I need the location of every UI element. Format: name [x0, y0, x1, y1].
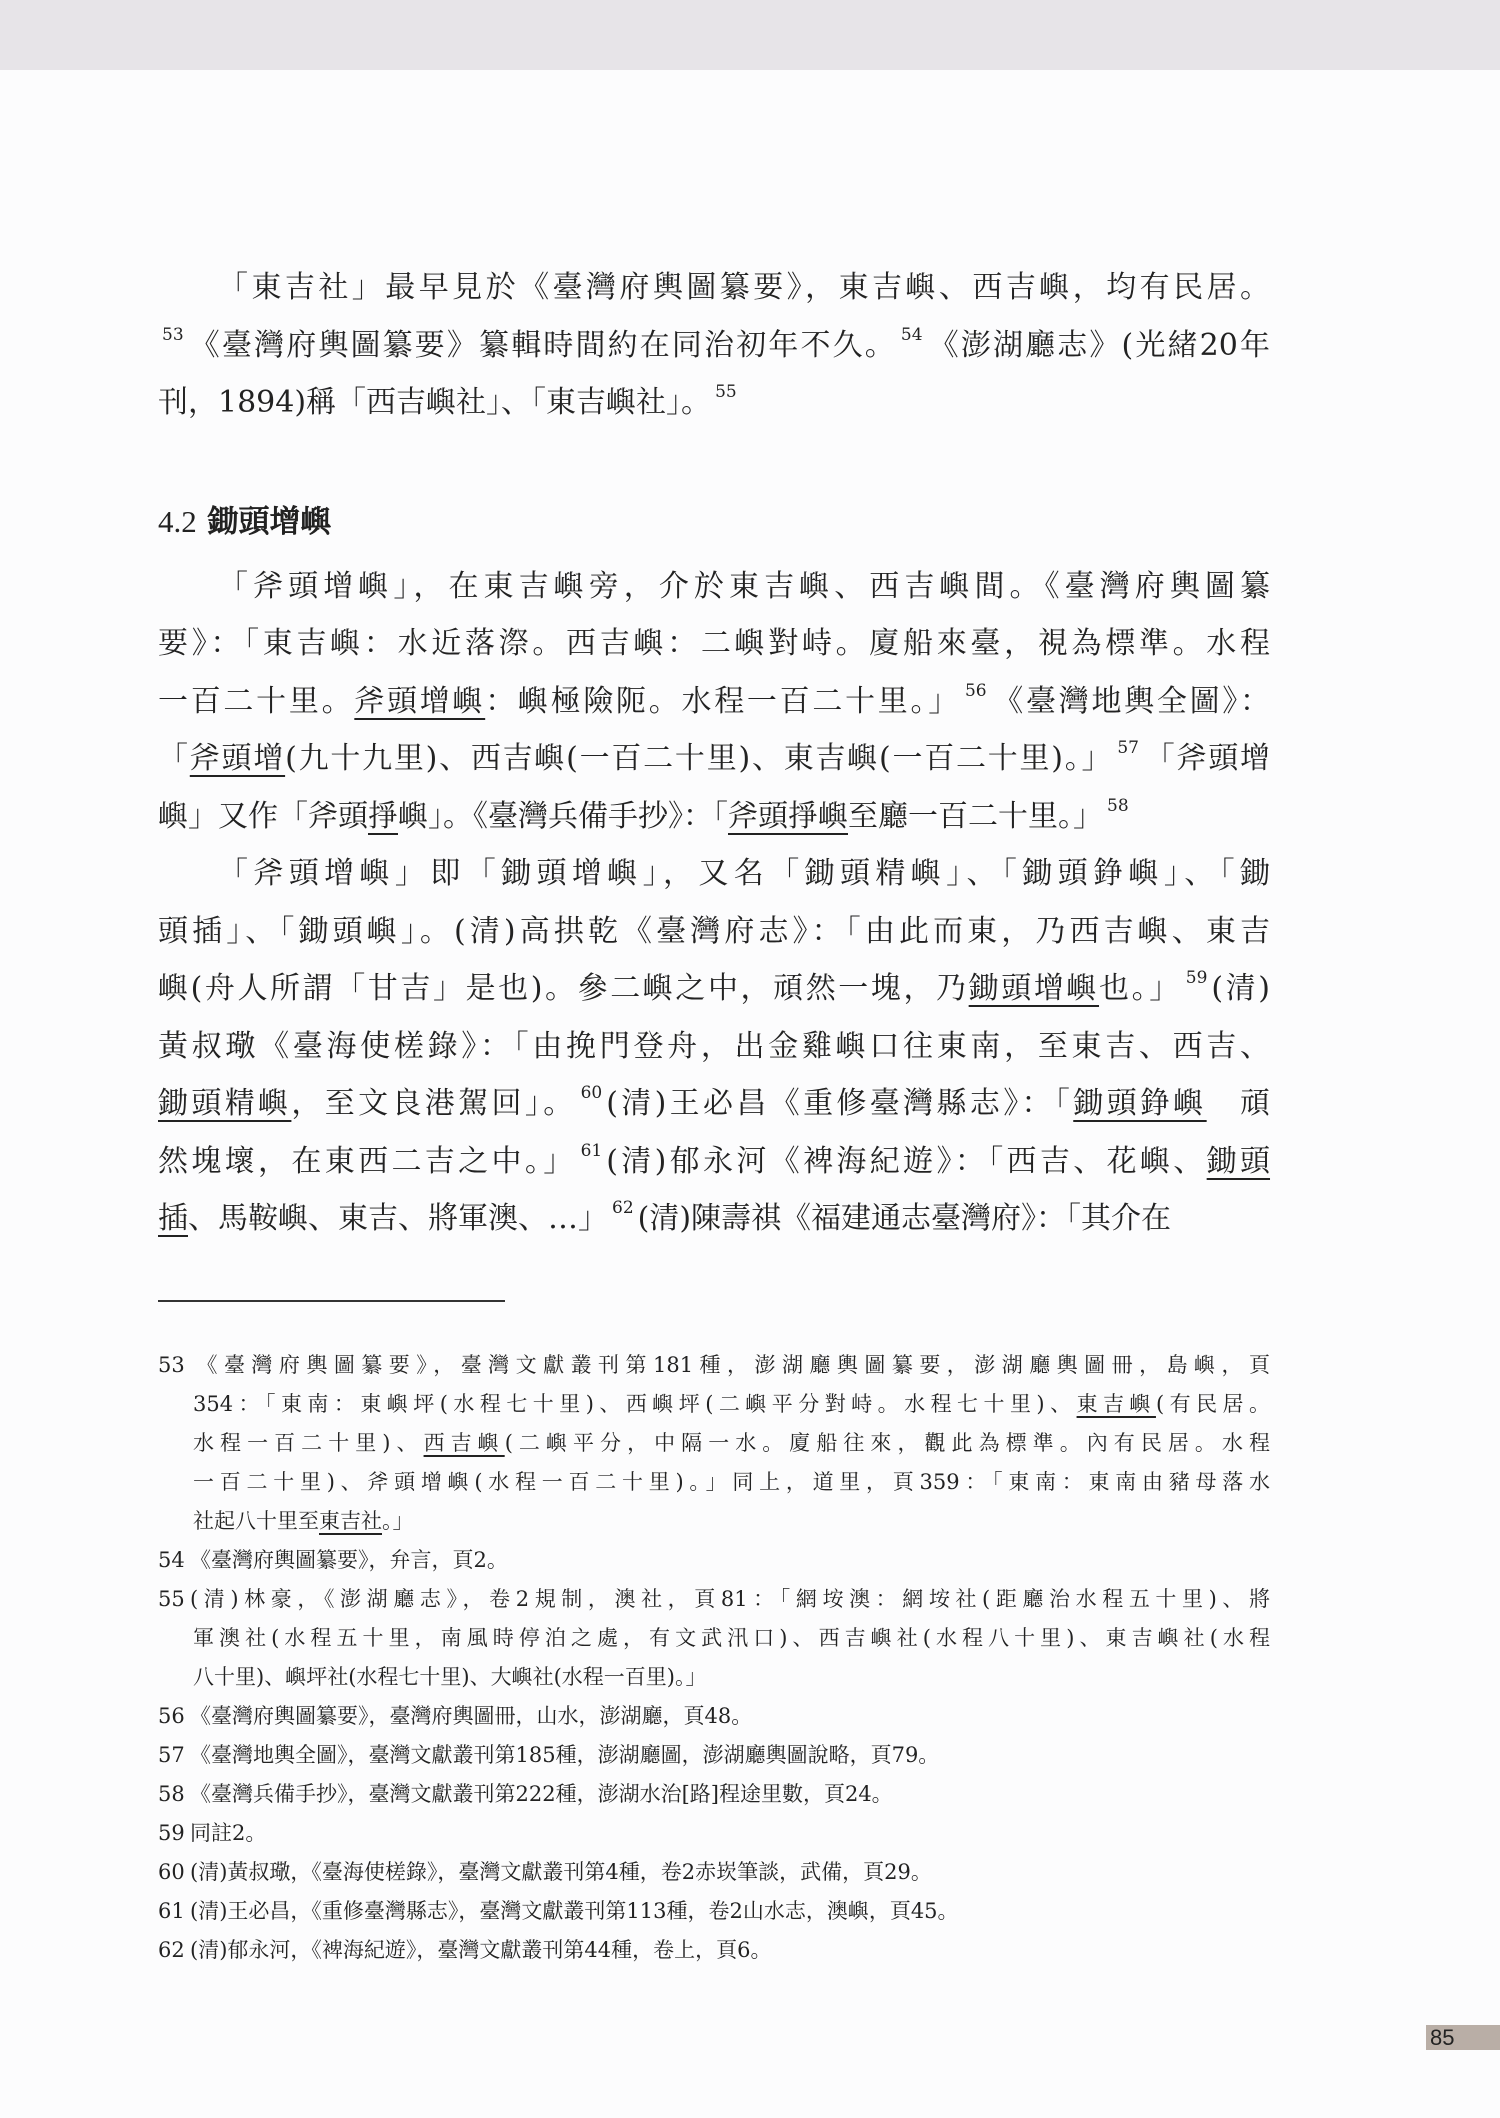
text-line [158, 317, 1270, 375]
text-run[interactable]: 「斧頭增 [1142, 741, 1271, 776]
footnote-ref[interactable]: 55 [715, 382, 737, 402]
footnote-number: 58 [158, 1782, 185, 1806]
underlined-term: 東吉社 [319, 1509, 382, 1533]
scan-top-band [0, 0, 1500, 70]
text-line [158, 845, 1270, 903]
text-run[interactable]: 「 [158, 741, 190, 776]
text-run[interactable]: 嶼」又作「斧頭 [158, 798, 368, 834]
footnote-line [158, 1424, 1270, 1463]
text-run[interactable]: (清)郁永河《裨海紀遊》：「西吉、花嶼、 [606, 1143, 1207, 1179]
text-run[interactable]: (清)王必昌《重修臺灣縣志》：「 [606, 1086, 1074, 1121]
text-run[interactable]: ，至文良港駕回」。 [291, 1086, 577, 1121]
underlined-term: 東吉嶼 [1076, 1392, 1156, 1416]
footnote-56 [158, 1697, 1270, 1736]
footnote-ref[interactable]: 54 [900, 324, 923, 345]
footnote-line [158, 1502, 1270, 1541]
text-run[interactable]: (清)林豪，《澎湖廳志》，卷2規制，澳社，頁81：「網垵澳：網垵社(距廳治水程五十里)、將 [190, 1587, 1270, 1611]
text-line [158, 1075, 1270, 1133]
text-run[interactable]: 「斧頭增嶼」，在東吉嶼旁，介於東吉嶼、西吉嶼間。《臺灣府輿圖纂 [218, 568, 1270, 604]
footnote-ref[interactable]: 53 [162, 324, 184, 345]
text-run[interactable]: 頑 [1206, 1086, 1271, 1121]
footnote-ref[interactable]: 58 [1107, 795, 1129, 816]
text-run[interactable]: 軍澳社(水程五十里，南風時停泊之處，有文武汛口)、西吉嶼社(水程八十里)、東吉嶼社(水程 [193, 1626, 1270, 1650]
footnote-line [158, 1697, 1270, 1736]
footnote-ref[interactable]: 60 [580, 1083, 603, 1103]
text-run[interactable]: (清)黃叔璥，《臺海使槎錄》，臺灣文獻叢刊第4種，卷2赤崁筆談，武備，頁29。 [190, 1860, 932, 1884]
text-run[interactable]: (有民居。 [1155, 1392, 1270, 1416]
text-run[interactable]: 水程一百二十里)、 [193, 1431, 424, 1455]
footnote-58 [158, 1775, 1270, 1814]
text-run[interactable]: 嶼」。《臺灣兵備手抄》：「 [398, 798, 728, 834]
text-run[interactable]: 。」 [382, 1509, 414, 1533]
paragraph-futouzeng [158, 558, 1270, 846]
text-line [158, 730, 1270, 788]
text-run[interactable]: (九十九里)、西吉嶼(一百二十里)、東吉嶼(一百二十里)。」 [285, 741, 1114, 776]
footnote-number: 53 [158, 1353, 185, 1377]
text-line [158, 788, 1270, 846]
page-number: 85 [1426, 2025, 1500, 2050]
text-run[interactable]: (二嶼平分，中隔一水。廈船往來，觀此為標準。內有民居。水程 [504, 1431, 1270, 1455]
section-title: 鋤頭增嶼 [207, 503, 332, 540]
text-run[interactable]: (清)王必昌，《重修臺灣縣志》，臺灣文獻叢刊第113種，卷2山水志，澳嶼，頁45。 [190, 1899, 959, 1923]
footnote-line [158, 1931, 1270, 1970]
text-run[interactable]: 黃叔璥《臺海使槎錄》：「由挽門登舟，出金雞嶼口往東南，至東吉、西吉、 [158, 1028, 1270, 1064]
text-run[interactable]: 一百二十里)、斧頭增嶼(水程一百二十里)。」同上，道里，頁359：「東南：東南由豬母落水 [193, 1470, 1270, 1494]
text-run[interactable]: 社起八十里至 [193, 1509, 319, 1533]
underlined-term: 插 [158, 1201, 188, 1236]
underlined-term: 鋤頭 [1206, 1143, 1271, 1179]
footnote-line [158, 1619, 1270, 1658]
footnote-line [158, 1385, 1270, 1424]
text-line [158, 1190, 1270, 1248]
footnote-number: 60 [158, 1860, 185, 1884]
text-run[interactable]: (清) [1211, 971, 1271, 1006]
underlined-term: 西吉嶼 [423, 1431, 505, 1455]
text-line [158, 673, 1270, 731]
text-line [158, 1133, 1270, 1191]
text-run[interactable]: 、馬鞍嶼、東吉、將軍澳、…」 [188, 1201, 608, 1236]
paragraph-chutouzeng [158, 845, 1270, 1248]
text-run[interactable]: 354：「東南：東嶼坪(水程七十里)、西嶼坪(二嶼平分對峙。水程七十里)、 [193, 1392, 1077, 1416]
text-run[interactable]: 「東吉社」最早見於《臺灣府輿圖纂要》，東吉嶼、西吉嶼，均有民居。 [218, 270, 1270, 305]
footnote-61 [158, 1892, 1270, 1931]
footnote-number: 62 [158, 1938, 185, 1962]
footnote-54 [158, 1541, 1270, 1580]
text-run[interactable]: 也。」 [1099, 971, 1182, 1006]
footnote-line [158, 1463, 1270, 1502]
footnote-ref[interactable]: 57 [1117, 738, 1139, 758]
footnote-line [158, 1892, 1270, 1931]
footnote-line [158, 1580, 1270, 1619]
section-heading [158, 493, 1270, 550]
text-run[interactable]: 「斧頭增嶼」即「鋤頭增嶼」，又名「鋤頭精嶼」、「鋤頭錚嶼」、「鋤 [218, 856, 1270, 891]
text-run[interactable]: 至廳一百二十里。」 [848, 798, 1103, 834]
underlined-term: 斧頭掙嶼 [728, 798, 848, 834]
underlined-term: 鋤頭增嶼 [968, 971, 1100, 1006]
footnote-line [158, 1814, 1270, 1853]
underlined-term: 掙 [368, 798, 398, 834]
underlined-term: 斧頭增嶼 [354, 683, 486, 719]
footnote-line [158, 1346, 1270, 1385]
text-run[interactable]: 《臺灣府輿圖纂要》，臺灣文獻叢刊第181種，澎湖廳輿圖纂要，澎湖廳輿圖冊，島嶼，頁 [190, 1353, 1270, 1377]
text-run[interactable]: 《臺灣府輿圖纂要》纂輯時間約在同治初年不久。 [187, 327, 897, 363]
footnote-line [158, 1853, 1270, 1892]
footnotes [158, 1346, 1270, 1970]
section-number: 4.2 [158, 503, 197, 539]
text-line [158, 374, 1270, 432]
text-run[interactable]: 《臺灣府輿圖纂要》，弁言，頁2。 [190, 1548, 508, 1572]
footnote-number: 59 [158, 1821, 185, 1845]
text-run[interactable]: 《臺灣地輿全圖》，臺灣文獻叢刊第185種，澎湖廳圖，澎湖廳輿圖說略，頁79。 [190, 1743, 940, 1767]
footnote-ref[interactable]: 56 [964, 680, 987, 701]
paragraph-intro [158, 259, 1270, 432]
text-line [158, 903, 1270, 961]
text-run[interactable]: 頭插」、「鋤頭嶼」。(清)高拱乾《臺灣府志》：「由此而東，乃西吉嶼、東吉 [158, 913, 1270, 949]
footnote-53 [158, 1346, 1270, 1541]
text-run[interactable]: 《臺灣兵備手抄》，臺灣文獻叢刊第222種，澎湖水治[路]程途里數，頁24。 [190, 1782, 893, 1806]
footnote-57 [158, 1736, 1270, 1775]
text-run[interactable]: 《澎湖廳志》(光緒20年 [926, 327, 1270, 363]
footnote-ref[interactable]: 61 [580, 1140, 603, 1161]
footnote-line [158, 1541, 1270, 1580]
underlined-term: 鋤頭精嶼 [158, 1086, 292, 1121]
text-run[interactable]: (清)郁永河，《裨海紀遊》，臺灣文獻叢刊第44種，卷上，頁6。 [190, 1938, 772, 1962]
footnote-line [158, 1775, 1270, 1814]
footnote-divider [158, 1300, 505, 1302]
text-run[interactable]: 《臺灣府輿圖纂要》，臺灣府輿圖冊，山水，澎湖廳，頁48。 [190, 1704, 753, 1728]
text-line [158, 259, 1270, 317]
footnote-line [158, 1736, 1270, 1775]
footnote-62 [158, 1931, 1270, 1970]
footnote-ref[interactable]: 62 [612, 1198, 634, 1218]
body-text [158, 259, 1270, 1248]
text-line [158, 615, 1270, 673]
footnote-number: 57 [158, 1743, 185, 1767]
footnote-60 [158, 1853, 1270, 1892]
text-run[interactable]: 一百二十里。 [158, 683, 355, 719]
text-run[interactable]: 八十里)、嶼坪社(水程七十里)、大嶼社(水程一百里)。」 [193, 1665, 707, 1689]
text-line [158, 558, 1270, 616]
text-line [158, 960, 1270, 1018]
footnote-number: 55 [158, 1587, 185, 1611]
footnote-number: 61 [158, 1899, 185, 1923]
underlined-term: 鋤頭錚嶼 [1073, 1086, 1207, 1121]
text-run[interactable]: 然塊壞，在東西二吉之中。」 [158, 1143, 577, 1179]
footnote-line [158, 1658, 1270, 1697]
text-run[interactable]: 同註2。 [190, 1821, 267, 1845]
text-run[interactable]: 刊，1894)稱「西吉嶼社」、「東吉嶼社」。 [158, 385, 712, 420]
footnote-number: 54 [158, 1548, 185, 1572]
text-run[interactable]: ：嶼極險阨。水程一百二十里。」 [485, 683, 961, 719]
text-run[interactable]: 《臺灣地輿全圖》： [990, 683, 1271, 719]
footnote-59 [158, 1814, 1270, 1853]
footnote-ref[interactable]: 59 [1185, 968, 1208, 988]
text-run[interactable]: 要》：「東吉嶼：水近落漈。西吉嶼：二嶼對峙。廈船來臺，視為標準。水程 [158, 626, 1270, 661]
text-run[interactable]: 嶼(舟人所謂「甘吉」是也)。參二嶼之中，頑然一塊，乃 [158, 971, 969, 1006]
text-line [158, 1018, 1270, 1076]
footnote-number: 56 [158, 1704, 185, 1728]
footnote-55 [158, 1580, 1270, 1697]
underlined-term: 斧頭增 [189, 741, 286, 776]
text-run[interactable]: (清)陳壽祺《福建通志臺灣府》：「其介在 [637, 1201, 1172, 1236]
